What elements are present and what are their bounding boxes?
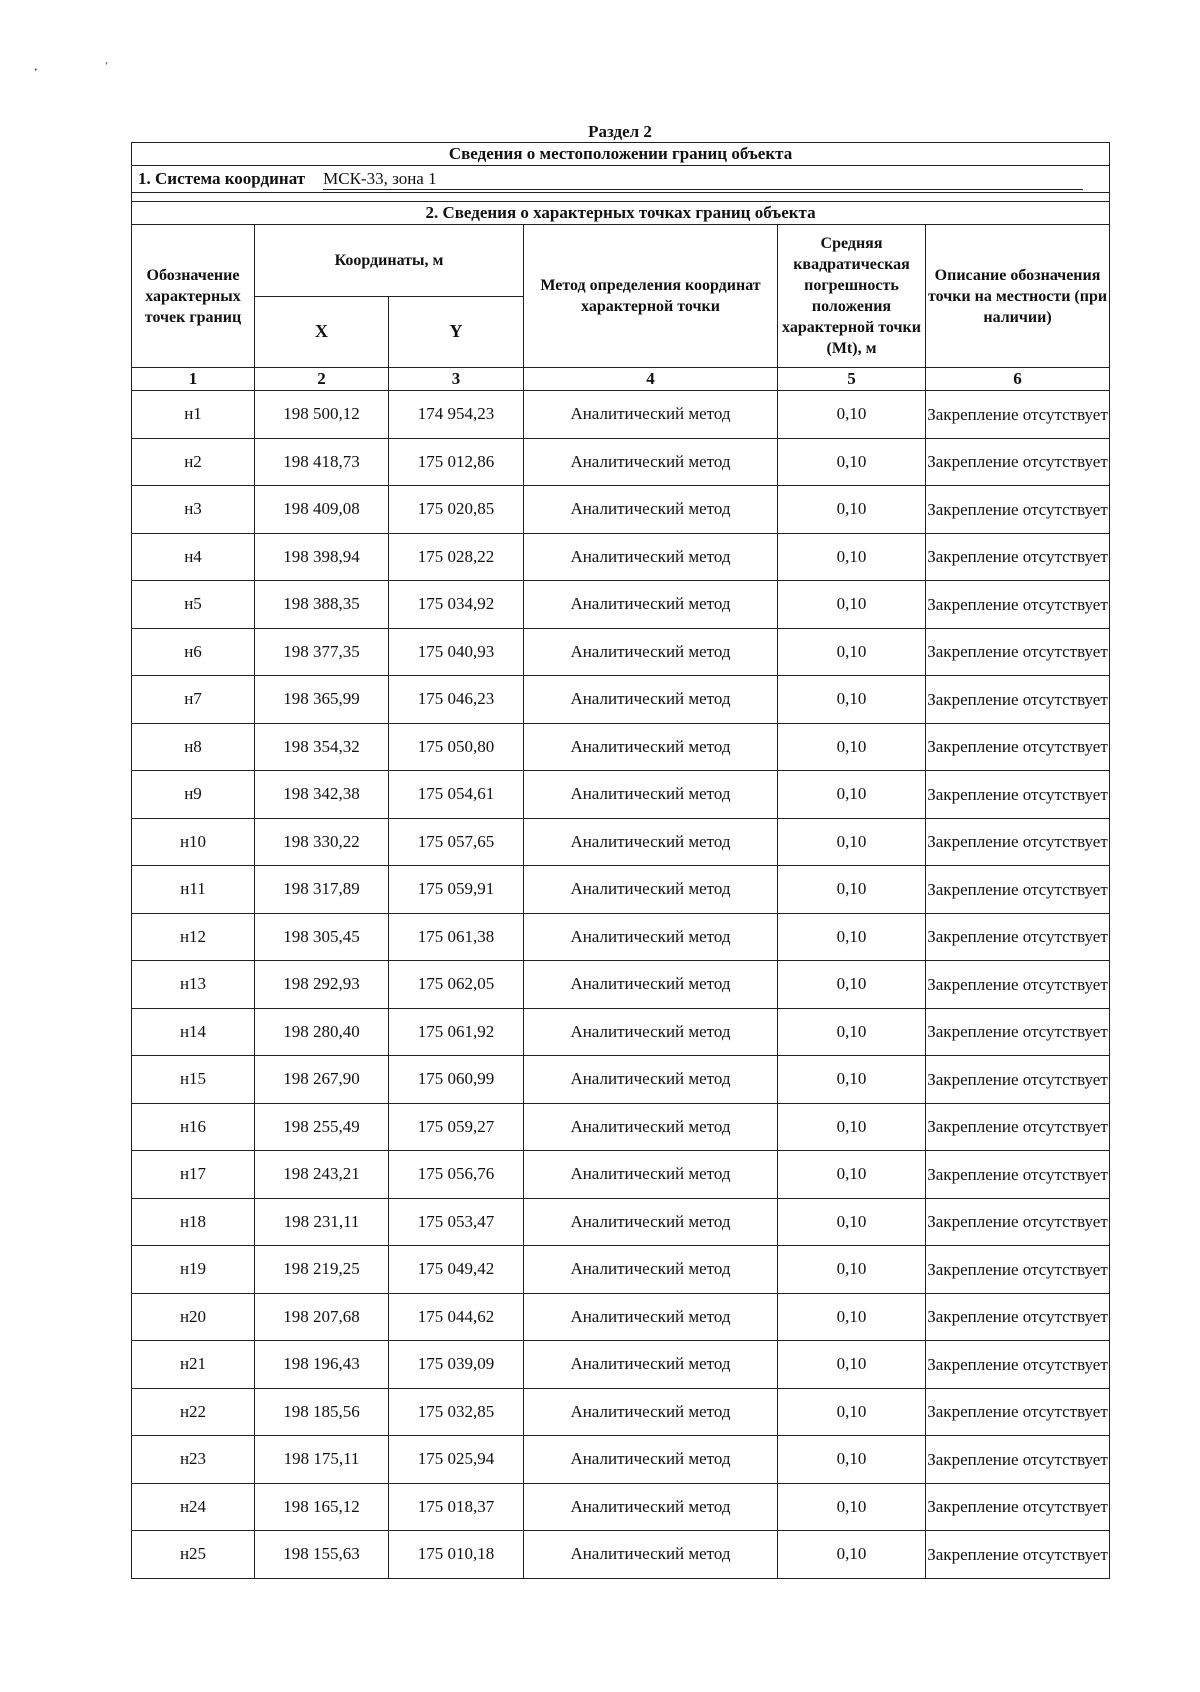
table-row — [132, 391, 1110, 439]
y-coordinate-cell: 175 061,92 — [389, 1008, 524, 1056]
point-id-cell: н11 — [132, 866, 255, 914]
x-coordinate-cell: 198 243,21 — [255, 1151, 389, 1199]
mt-error-cell: 0,10 — [778, 1056, 926, 1104]
description-cell: Закрепление отсутствует — [926, 1531, 1110, 1579]
y-coordinate-cell: 175 020,85 — [389, 486, 524, 534]
mt-error-cell: 0,10 — [778, 1388, 926, 1436]
y-coordinate-cell: 175 032,85 — [389, 1388, 524, 1436]
point-id-cell: н14 — [132, 1008, 255, 1056]
point-id-cell: н9 — [132, 771, 255, 819]
table-row — [132, 1198, 1110, 1246]
mt-error-cell: 0,10 — [778, 438, 926, 486]
x-coordinate-cell: 198 305,45 — [255, 913, 389, 961]
table-row — [132, 818, 1110, 866]
document-sheet — [131, 122, 1109, 1579]
description-cell: Закрепление отсутствует — [926, 1008, 1110, 1056]
point-id-cell: н19 — [132, 1246, 255, 1294]
mt-error-cell: 0,10 — [778, 1341, 926, 1389]
point-id-cell: н25 — [132, 1531, 255, 1579]
description-cell: Закрепление отсутствует — [926, 961, 1110, 1009]
x-coordinate-cell: 198 165,12 — [255, 1483, 389, 1531]
description-cell: Закрепление отсутствует — [926, 1341, 1110, 1389]
method-cell: Аналитический метод — [524, 1483, 778, 1531]
point-id-cell: н23 — [132, 1436, 255, 1484]
point-id-cell: н20 — [132, 1293, 255, 1341]
table-row — [132, 1151, 1110, 1199]
description-cell: Закрепление отсутствует — [926, 438, 1110, 486]
y-coordinate-cell: 175 053,47 — [389, 1198, 524, 1246]
mt-error-cell: 0,10 — [778, 866, 926, 914]
mt-error-cell: 0,10 — [778, 1483, 926, 1531]
y-coordinate-cell: 175 059,91 — [389, 866, 524, 914]
mt-error-cell: 0,10 — [778, 1151, 926, 1199]
table-row — [132, 486, 1110, 534]
method-cell: Аналитический метод — [524, 1388, 778, 1436]
scan-speck: ˌ — [104, 48, 110, 65]
method-cell: Аналитический метод — [524, 723, 778, 771]
x-coordinate-cell: 198 377,35 — [255, 628, 389, 676]
col-y-header: Y — [389, 296, 524, 368]
column-number: 5 — [778, 368, 926, 391]
column-number: 4 — [524, 368, 778, 391]
x-coordinate-cell: 198 388,35 — [255, 581, 389, 629]
column-number: 2 — [255, 368, 389, 391]
table-row — [132, 676, 1110, 724]
boundary-points-table — [131, 142, 1110, 1579]
description-cell: Закрепление отсутствует — [926, 1056, 1110, 1104]
point-id-cell: н1 — [132, 391, 255, 439]
table-row — [132, 1103, 1110, 1151]
point-id-cell: н15 — [132, 1056, 255, 1104]
col-error-header: Средняя квадратическая погрешность положения характерной точки (Mt), м — [778, 225, 926, 368]
point-id-cell: н3 — [132, 486, 255, 534]
point-id-cell: н2 — [132, 438, 255, 486]
x-coordinate-cell: 198 280,40 — [255, 1008, 389, 1056]
method-cell: Аналитический метод — [524, 486, 778, 534]
description-cell: Закрепление отсутствует — [926, 1388, 1110, 1436]
mt-error-cell: 0,10 — [778, 1293, 926, 1341]
table-row — [132, 961, 1110, 1009]
point-id-cell: н12 — [132, 913, 255, 961]
y-coordinate-cell: 175 046,23 — [389, 676, 524, 724]
method-cell: Аналитический метод — [524, 771, 778, 819]
description-cell: Закрепление отсутствует — [926, 486, 1110, 534]
table-row — [132, 1531, 1110, 1579]
scan-speck: · — [33, 62, 39, 79]
coordinate-system-label: 1. Система координат — [138, 168, 306, 188]
method-cell: Аналитический метод — [524, 866, 778, 914]
method-cell: Аналитический метод — [524, 628, 778, 676]
y-coordinate-cell: 175 044,62 — [389, 1293, 524, 1341]
col-designation-header: Обозначение характерных точек границ — [132, 225, 255, 368]
y-coordinate-cell: 175 050,80 — [389, 723, 524, 771]
mt-error-cell: 0,10 — [778, 771, 926, 819]
method-cell: Аналитический метод — [524, 438, 778, 486]
y-coordinate-cell: 175 025,94 — [389, 1436, 524, 1484]
method-cell: Аналитический метод — [524, 1293, 778, 1341]
x-coordinate-cell: 198 292,93 — [255, 961, 389, 1009]
description-cell: Закрепление отсутствует — [926, 771, 1110, 819]
point-id-cell: н18 — [132, 1198, 255, 1246]
description-cell: Закрепление отсутствует — [926, 818, 1110, 866]
mt-error-cell: 0,10 — [778, 486, 926, 534]
method-cell: Аналитический метод — [524, 1341, 778, 1389]
description-cell: Закрепление отсутствует — [926, 533, 1110, 581]
x-coordinate-cell: 198 219,25 — [255, 1246, 389, 1294]
table-row — [132, 1483, 1110, 1531]
method-cell: Аналитический метод — [524, 818, 778, 866]
point-id-cell: н16 — [132, 1103, 255, 1151]
mt-error-cell: 0,10 — [778, 1436, 926, 1484]
y-coordinate-cell: 175 028,22 — [389, 533, 524, 581]
point-id-cell: н22 — [132, 1388, 255, 1436]
y-coordinate-cell: 175 040,93 — [389, 628, 524, 676]
table-row — [132, 1341, 1110, 1389]
column-number: 1 — [132, 368, 255, 391]
mt-error-cell: 0,10 — [778, 1008, 926, 1056]
description-cell: Закрепление отсутствует — [926, 1103, 1110, 1151]
table-row — [132, 771, 1110, 819]
x-coordinate-cell: 198 500,12 — [255, 391, 389, 439]
point-id-cell: н5 — [132, 581, 255, 629]
y-coordinate-cell: 175 054,61 — [389, 771, 524, 819]
y-coordinate-cell: 175 039,09 — [389, 1341, 524, 1389]
y-coordinate-cell: 175 057,65 — [389, 818, 524, 866]
mt-error-cell: 0,10 — [778, 1246, 926, 1294]
method-cell: Аналитический метод — [524, 1436, 778, 1484]
mt-error-cell: 0,10 — [778, 818, 926, 866]
y-coordinate-cell: 175 062,05 — [389, 961, 524, 1009]
x-coordinate-cell: 198 418,73 — [255, 438, 389, 486]
description-cell: Закрепление отсутствует — [926, 581, 1110, 629]
y-coordinate-cell: 175 056,76 — [389, 1151, 524, 1199]
coordinate-system-row — [132, 166, 1110, 193]
point-id-cell: н13 — [132, 961, 255, 1009]
object-boundaries-heading: Сведения о местоположении границ объекта — [132, 143, 1110, 166]
description-cell: Закрепление отсутствует — [926, 1483, 1110, 1531]
x-coordinate-cell: 198 185,56 — [255, 1388, 389, 1436]
point-id-cell: н21 — [132, 1341, 255, 1389]
table-row — [132, 1008, 1110, 1056]
table-row — [132, 1246, 1110, 1294]
description-cell: Закрепление отсутствует — [926, 1151, 1110, 1199]
method-cell: Аналитический метод — [524, 533, 778, 581]
method-cell: Аналитический метод — [524, 1151, 778, 1199]
description-cell: Закрепление отсутствует — [926, 1436, 1110, 1484]
mt-error-cell: 0,10 — [778, 913, 926, 961]
point-id-cell: н8 — [132, 723, 255, 771]
method-cell: Аналитический метод — [524, 1246, 778, 1294]
description-cell: Закрепление отсутствует — [926, 866, 1110, 914]
x-coordinate-cell: 198 398,94 — [255, 533, 389, 581]
x-coordinate-cell: 198 342,38 — [255, 771, 389, 819]
points-body — [132, 391, 1110, 1579]
point-id-cell: н7 — [132, 676, 255, 724]
x-coordinate-cell: 198 231,11 — [255, 1198, 389, 1246]
description-cell: Закрепление отсутствует — [926, 913, 1110, 961]
method-cell: Аналитический метод — [524, 961, 778, 1009]
description-cell: Закрепление отсутствует — [926, 723, 1110, 771]
y-coordinate-cell: 175 018,37 — [389, 1483, 524, 1531]
x-coordinate-cell: 198 365,99 — [255, 676, 389, 724]
x-coordinate-cell: 198 255,49 — [255, 1103, 389, 1151]
column-number: 3 — [389, 368, 524, 391]
mt-error-cell: 0,10 — [778, 723, 926, 771]
description-cell: Закрепление отсутствует — [926, 676, 1110, 724]
spacer — [132, 193, 1110, 202]
method-cell: Аналитический метод — [524, 1008, 778, 1056]
table-row — [132, 1293, 1110, 1341]
description-cell: Закрепление отсутствует — [926, 628, 1110, 676]
table-row — [132, 628, 1110, 676]
method-cell: Аналитический метод — [524, 1056, 778, 1104]
table-row — [132, 1388, 1110, 1436]
point-id-cell: н24 — [132, 1483, 255, 1531]
point-id-cell: н4 — [132, 533, 255, 581]
col-coordinates-header: Координаты, м — [255, 225, 524, 297]
method-cell: Аналитический метод — [524, 391, 778, 439]
mt-error-cell: 0,10 — [778, 961, 926, 1009]
points-heading: 2. Сведения о характерных точках границ объекта — [132, 202, 1110, 225]
y-coordinate-cell: 175 060,99 — [389, 1056, 524, 1104]
mt-error-cell: 0,10 — [778, 1103, 926, 1151]
mt-error-cell: 0,10 — [778, 581, 926, 629]
mt-error-cell: 0,10 — [778, 628, 926, 676]
method-cell: Аналитический метод — [524, 1198, 778, 1246]
table-row — [132, 438, 1110, 486]
table-row — [132, 1056, 1110, 1104]
table-row — [132, 533, 1110, 581]
col-x-header: X — [255, 296, 389, 368]
mt-error-cell: 0,10 — [778, 1198, 926, 1246]
y-coordinate-cell: 175 034,92 — [389, 581, 524, 629]
y-coordinate-cell: 174 954,23 — [389, 391, 524, 439]
table-row — [132, 913, 1110, 961]
method-cell: Аналитический метод — [524, 1103, 778, 1151]
method-cell: Аналитический метод — [524, 1531, 778, 1579]
description-cell: Закрепление отсутствует — [926, 1293, 1110, 1341]
method-cell: Аналитический метод — [524, 676, 778, 724]
section-title: Раздел 2 — [588, 122, 652, 141]
y-coordinate-cell: 175 010,18 — [389, 1531, 524, 1579]
table-row — [132, 581, 1110, 629]
col-method-header: Метод определения координат характерной точки — [524, 225, 778, 368]
column-number: 6 — [926, 368, 1110, 391]
x-coordinate-cell: 198 267,90 — [255, 1056, 389, 1104]
x-coordinate-cell: 198 207,68 — [255, 1293, 389, 1341]
description-cell: Закрепление отсутствует — [926, 1246, 1110, 1294]
x-coordinate-cell: 198 409,08 — [255, 486, 389, 534]
x-coordinate-cell: 198 155,63 — [255, 1531, 389, 1579]
x-coordinate-cell: 198 330,22 — [255, 818, 389, 866]
y-coordinate-cell: 175 061,38 — [389, 913, 524, 961]
description-cell: Закрепление отсутствует — [926, 391, 1110, 439]
method-cell: Аналитический метод — [524, 913, 778, 961]
x-coordinate-cell: 198 175,11 — [255, 1436, 389, 1484]
point-id-cell: н10 — [132, 818, 255, 866]
y-coordinate-cell: 175 049,42 — [389, 1246, 524, 1294]
col-description-header: Описание обозначения точки на местности (при наличии) — [926, 225, 1110, 368]
point-id-cell: н6 — [132, 628, 255, 676]
coordinate-system-value: МСК-33, зона 1 — [323, 169, 1083, 190]
y-coordinate-cell: 175 012,86 — [389, 438, 524, 486]
mt-error-cell: 0,10 — [778, 676, 926, 724]
x-coordinate-cell: 198 317,89 — [255, 866, 389, 914]
table-row — [132, 1436, 1110, 1484]
table-row — [132, 866, 1110, 914]
x-coordinate-cell: 198 196,43 — [255, 1341, 389, 1389]
table-row — [132, 723, 1110, 771]
mt-error-cell: 0,10 — [778, 533, 926, 581]
mt-error-cell: 0,10 — [778, 391, 926, 439]
y-coordinate-cell: 175 059,27 — [389, 1103, 524, 1151]
description-cell: Закрепление отсутствует — [926, 1198, 1110, 1246]
method-cell: Аналитический метод — [524, 581, 778, 629]
point-id-cell: н17 — [132, 1151, 255, 1199]
mt-error-cell: 0,10 — [778, 1531, 926, 1579]
x-coordinate-cell: 198 354,32 — [255, 723, 389, 771]
